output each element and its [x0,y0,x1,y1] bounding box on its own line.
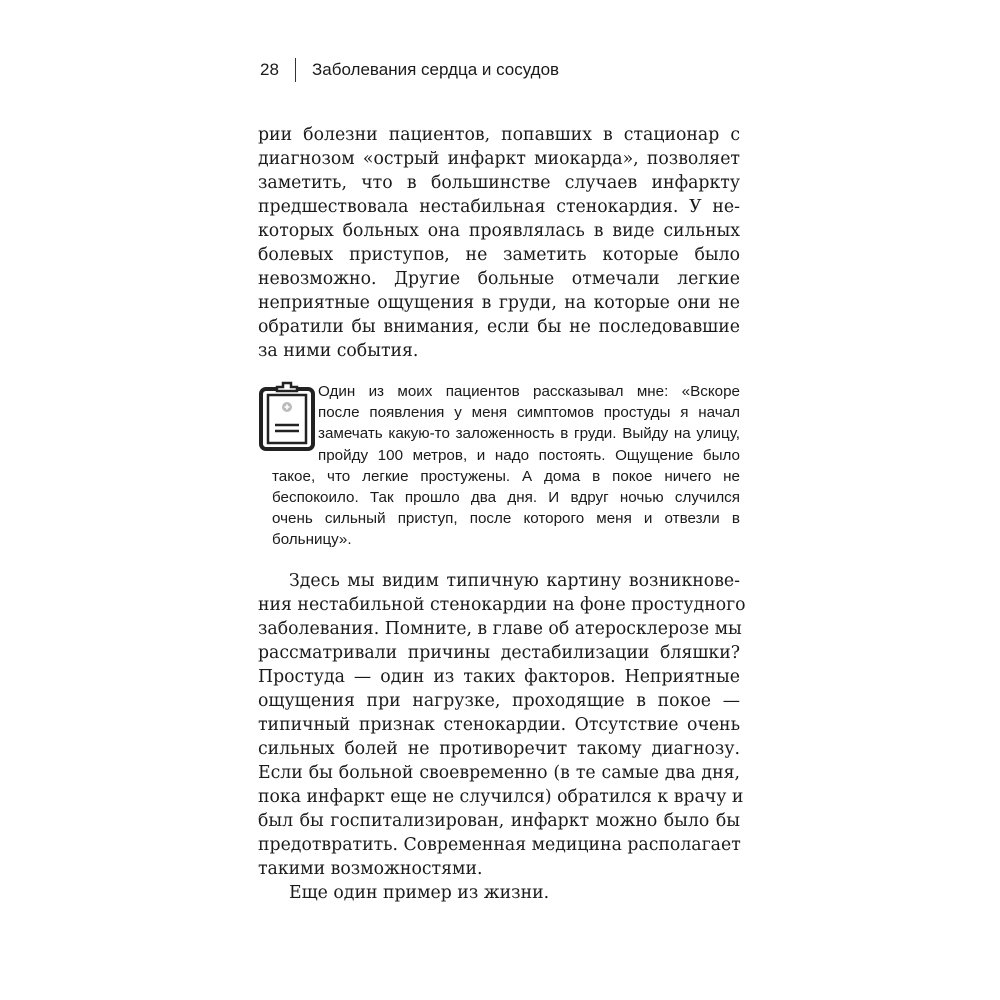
text-line: предотвратить. Современная медицина располагает [258,835,741,855]
text-line: обратили бы внимания, если бы не последовавшие [258,317,740,337]
text-line: ния нестабильной стенокардии на фоне простудного [258,595,746,615]
text-line: типичный признак стенокардии. Отсутствие очень [258,715,740,735]
text-line: Один из моих пациентов рассказывал мне: «Вскоре [318,383,740,400]
text-line: после появления у меня симптомов простуды я начал [318,404,740,422]
text-line: неприятные ощущения в груди, на которые они не [258,293,740,313]
text-line: Простуда — один из таких факторов. Неприятные [258,667,740,687]
text-line: заболевания. Помните, в главе об атеросклерозе мы [258,619,742,639]
text-line: был бы госпитализирован, инфаркт можно было бы [258,811,740,831]
text-line: заметить, что в большинстве случаев инфаркту [258,173,740,193]
text-line: пройду 100 метров, и надо постоять. Ощущение было [318,446,740,464]
paragraph-1 [258,123,740,363]
text-line: рассматривали причины дестабилизации бляшки? [258,643,740,663]
text-line: предшествовала нестабильная стенокардия. У не- [258,197,740,217]
text-line: беспокоило. Так прошло два дня. И вдруг ночью случился [272,488,740,506]
text-line: сильных болей не противоречит такому диагнозу. [258,739,740,759]
paragraph-3 [258,881,740,905]
text-line: Здесь мы видим типичную картину возникнове- [289,571,740,591]
text-line: Еще один пример из жизни. [289,883,550,903]
text-line: за ними события. [258,341,419,361]
text-line: очень сильный приступ, после которого меня и отвезли в [272,510,740,528]
text-line: ощущения при нагрузке, проходящие в покое — [258,691,740,711]
text-line: такими возможностями. [258,859,483,879]
text-line: Если бы больной своевременно (в те самые два дня, [258,763,740,783]
text-line: болевых приступов, не заметить которые было [258,245,740,265]
text-line: диагнозом «острый инфаркт миокарда», позволяет [258,149,740,169]
paragraph-2 [258,569,746,881]
text-line: замечать какую-то заложенность в груди. Выйду на улицу, [318,425,740,443]
text-line: такое, что легкие простужены. А дома в покое ничего не [272,467,740,485]
text-line: рии болезни пациентов, попавших в стационар с [258,125,740,145]
text-line: больницу». [272,531,352,549]
page-number: 28 [260,60,279,79]
text-line: невозможно. Другие больные отмечали легкие [258,269,740,289]
text-line: пока инфаркт еще не случился) обратился к врачу и [258,787,744,807]
patient-quote-callout [272,381,740,551]
header-divider [295,58,296,82]
text-line: которых больных она проявлялась в виде сильных [258,221,740,241]
running-title: Заболевания сердца и сосудов [312,60,560,79]
